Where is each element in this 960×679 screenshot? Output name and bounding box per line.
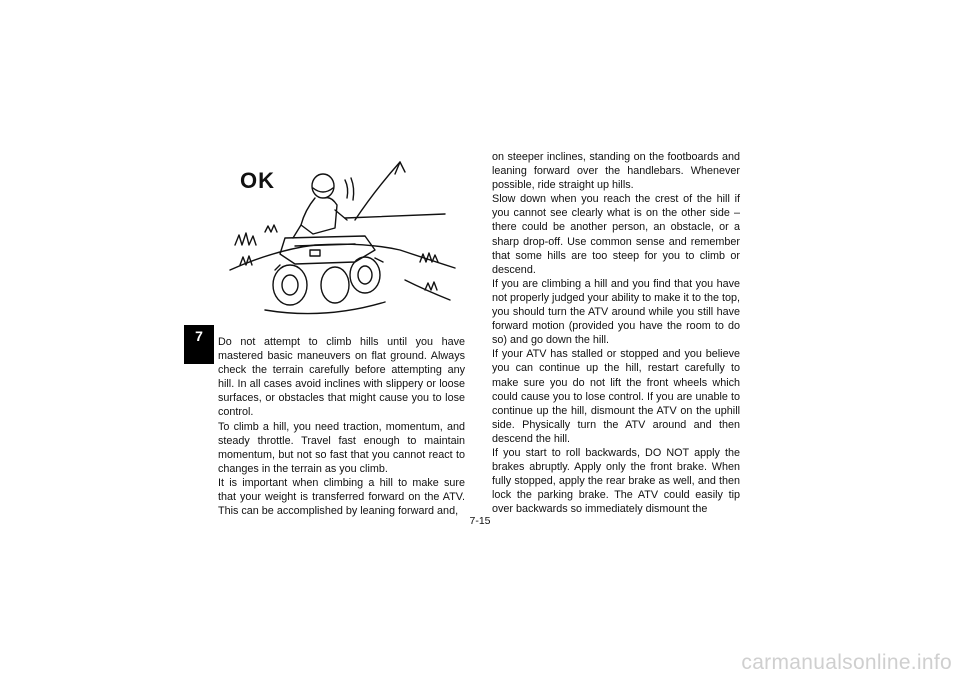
chapter-number: 7 xyxy=(195,328,203,344)
left-column xyxy=(218,335,465,518)
paragraph: If you start to roll backwards, DO NOT apply the brakes abruptly. Apply only the front brake. When fully stopped, apply the rear brake as well, and then lock the parking brake. The ATV could easily tip over backwards so immediately dismount the xyxy=(492,446,740,516)
watermark: carmanualsonline.info xyxy=(741,651,952,674)
paragraph: It is important when climbing a hill to make sure that your weight is transferred forward on the ATV. This can be accomplished by leaning forward and, xyxy=(218,476,465,518)
paragraph: To climb a hill, you need traction, momentum, and steady throttle. Travel fast enough to maintain momentum, but not so fast that you cannot react to changes in the terrain as you climb. xyxy=(218,420,465,475)
paragraph: on steeper inclines, standing on the footboards and leaning forward over the handlebars. Whenever possible, ride straight up hills. xyxy=(492,151,740,192)
paragraph: Slow down when you reach the crest of the hill if you cannot see clearly what is on the other side – there could be another person, an obstacle, or a sharp drop-off. Use common sense and remember that some hills are too steep for you to climb or descend. xyxy=(492,193,740,276)
paragraph: If your ATV has stalled or stopped and you believe you can continue up the hill, restart carefully to make sure you do not lift the front wheels which could cause you to lose control. If you are unable to continue up the hill, dismount the ATV on the uphill side. Physically turn the ATV around and then descend the hill. xyxy=(492,348,740,445)
right-column xyxy=(492,150,740,516)
atv-rider-climbing-hill-icon xyxy=(225,150,470,330)
paragraph: If you are climbing a hill and you find that you have not properly judged your ability to make it to the top, you should turn the ATV around while you still have forward motion (provided you have the room to do so) and go down the hill. xyxy=(492,277,740,347)
page-number: 7-15 xyxy=(469,515,491,527)
chapter-tab xyxy=(184,325,214,364)
illustration-label: OK xyxy=(240,168,275,193)
paragraph: Do not attempt to climb hills until you have mastered basic maneuvers on flat ground. Always check the terrain carefully before attempting any hill. In all cases avoid inclines with slippery or loose surfaces, or obstacles that might cause you to lose control. xyxy=(218,336,465,419)
